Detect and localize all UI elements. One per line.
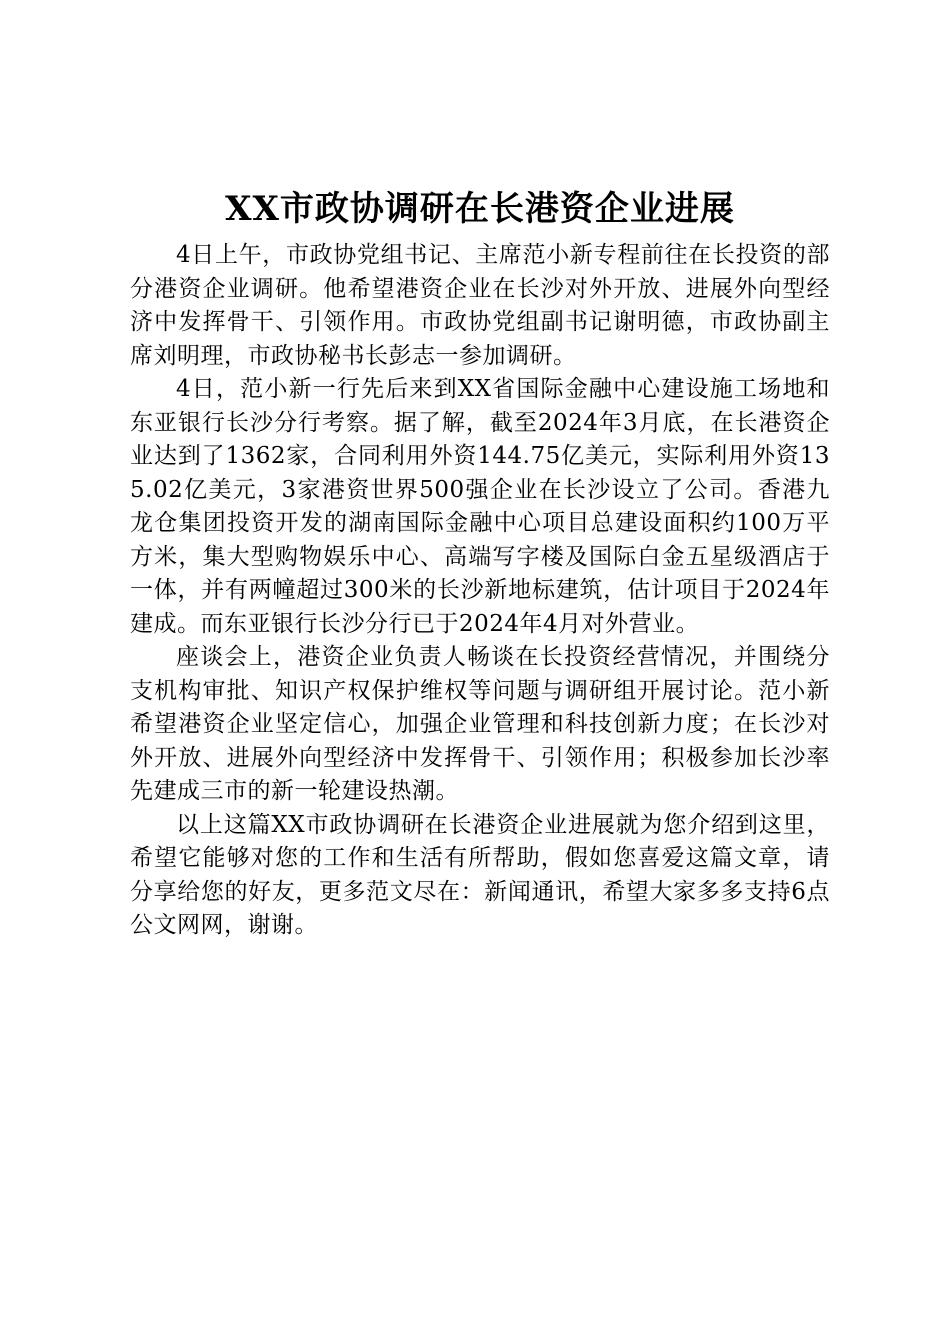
document-body bbox=[130, 185, 830, 943]
paragraph-4: 以上这篇XX市政协调研在长港资企业进展就为您介绍到这里，希望它能够对您的工作和生活有所帮助，假如您喜爱这篇文章，请分享给您的好友，更多范文尽在：新闻通讯，希望大家多多支持6点公文网网，谢谢。 bbox=[130, 811, 830, 938]
paragraph-3: 座谈会上，港资企业负责人畅谈在长投资经营情况，并围绕分支机构审批、知识产权保护维权等问题与调研组开展讨论。范小新希望港资企业坚定信心，加强企业管理和科技创新力度；在长沙对外开放、进展外向型经济中发挥骨干、引领作用；积极参加长沙率先建成三市的新一轮建设热潮。 bbox=[130, 644, 830, 804]
paragraph-1: 4日上午，市政协党组书记、主席范小新专程前往在长投资的部分港资企业调研。他希望港资企业在长沙对外开放、进展外向型经济中发挥骨干、引领作用。市政协党组副书记谢明德，市政协副主席刘明理，市政协秘书长彭志一参加调研。 bbox=[130, 242, 830, 369]
paragraph-2: 4日，范小新一行先后来到XX省国际金融中心建设施工场地和东亚银行长沙分行考察。据了解，截至2024年3月底，在长港资企业达到了1362家，合同利用外资144.75亿美元，实际利用外资135.02亿美元，3家港资世界500强企业在长沙设立了公司。香港九龙仓集团投资开发的湖南国际金融中心项目总建设面积约100万平方米，集大型购物娱乐中心、高端写字楼及国际白金五星级酒店于一体，并有两幢超过300米的长沙新地标建筑，估计项目于2024年建成。而东亚银行长沙分行已于2024年4月对外营业。 bbox=[130, 376, 830, 637]
document-title: XX市政协调研在长港资企业进展 bbox=[225, 189, 735, 229]
